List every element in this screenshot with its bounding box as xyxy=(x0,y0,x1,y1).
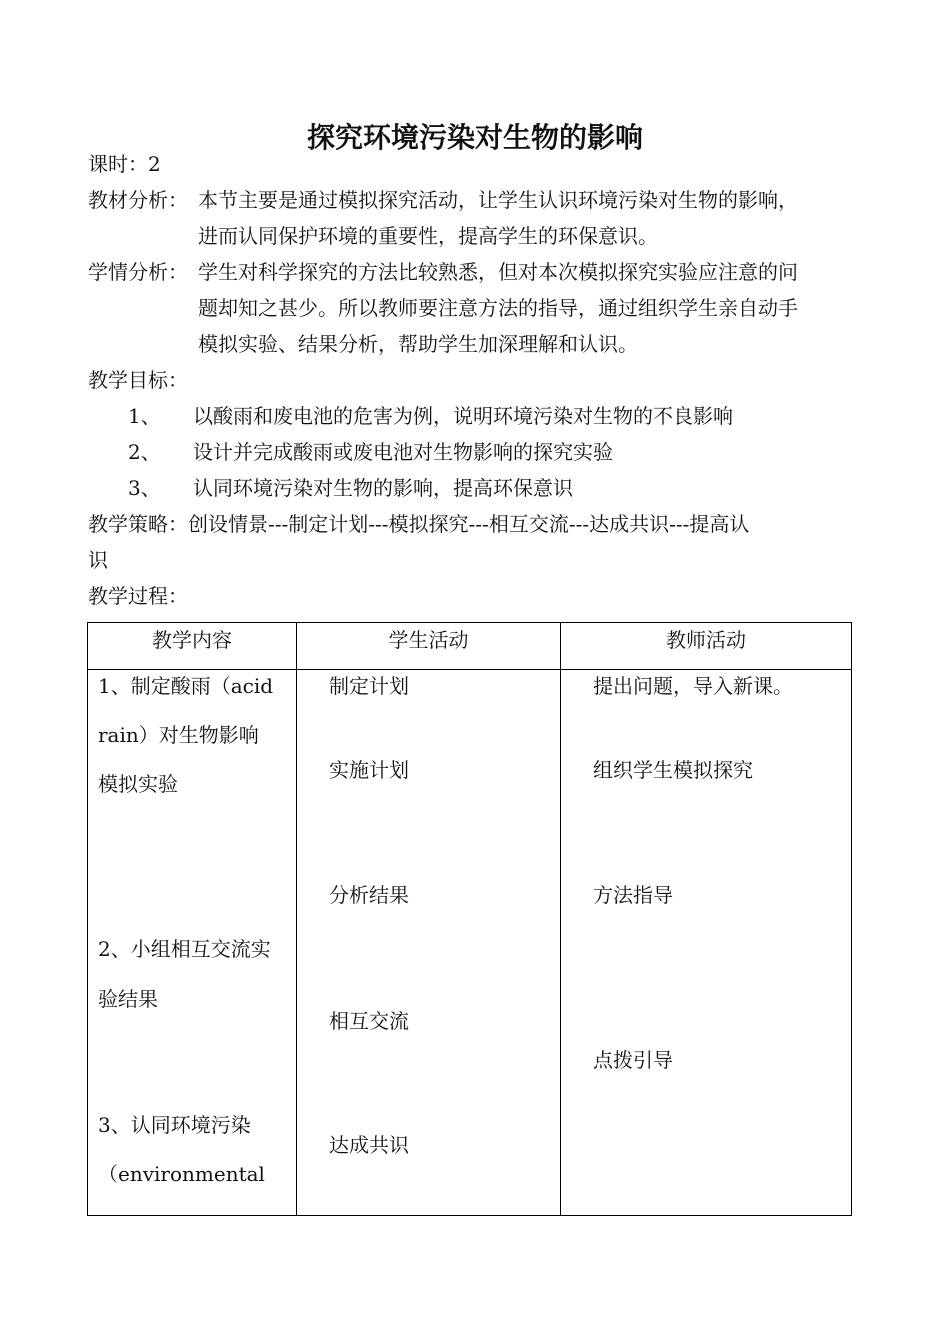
objective-text: 以酸雨和废电池的危害为例，说明环境污染对生物的不良影响 xyxy=(193,404,733,428)
student-activity: 制定计划 xyxy=(329,674,409,698)
process-table xyxy=(87,622,852,1216)
objective-text: 设计并完成酸雨或废电池对生物影响的探究实验 xyxy=(193,440,613,464)
teacher-activity: 组织学生模拟探究 xyxy=(593,758,753,782)
content-cell-line: 3、认同环境污染 xyxy=(98,1113,251,1137)
header-divider xyxy=(88,669,851,670)
content-cell-line: （environmental xyxy=(98,1162,265,1186)
student-activity: 达成共识 xyxy=(329,1133,409,1157)
lesson-hours: 课时：2 xyxy=(88,152,161,176)
teacher-activity: 方法指导 xyxy=(593,883,673,907)
content-cell-line: 模拟实验 xyxy=(98,772,178,796)
page-title: 探究环境污染对生物的影响 xyxy=(306,121,643,154)
table-header-content: 教学内容 xyxy=(152,628,232,652)
student-activity: 实施计划 xyxy=(329,758,409,782)
content-cell-line: 验结果 xyxy=(98,987,158,1011)
table-header-teacher: 教师活动 xyxy=(666,628,746,652)
objective-number: 2、 xyxy=(128,440,161,464)
teacher-activity: 点拨引导 xyxy=(593,1048,673,1072)
strategy-line: 教学策略：创设情景---制定计划---模拟探究---相互交流---达成共识---提高认 xyxy=(88,512,750,536)
student-activity: 相互交流 xyxy=(329,1009,409,1033)
content-cell-line: 1、制定酸雨（acid xyxy=(98,674,274,698)
teacher-activity: 提出问题，导入新课。 xyxy=(593,674,793,698)
material-analysis-line: 进而认同保护环境的重要性，提高学生的环保意识。 xyxy=(198,224,658,248)
objectives-label: 教学目标： xyxy=(88,368,188,392)
material-analysis-label: 教材分析： xyxy=(88,188,188,212)
student-activity: 分析结果 xyxy=(329,883,409,907)
student-analysis-line: 模拟实验、结果分析，帮助学生加深理解和认识。 xyxy=(198,332,638,356)
objective-number: 1、 xyxy=(128,404,161,428)
content-cell-line: rain）对生物影响 xyxy=(98,723,259,747)
process-label: 教学过程： xyxy=(88,584,188,608)
material-analysis-line: 本节主要是通过模拟探究活动，让学生认识环境污染对生物的影响， xyxy=(198,188,798,212)
objective-text: 认同环境污染对生物的影响，提高环保意识 xyxy=(193,476,573,500)
objective-number: 3、 xyxy=(128,476,161,500)
content-cell-line: 2、小组相互交流实 xyxy=(98,937,271,961)
table-header-student: 学生活动 xyxy=(388,628,469,652)
strategy-line-wrap: 识 xyxy=(88,548,108,572)
column-divider xyxy=(296,623,297,1215)
student-analysis-label: 学情分析： xyxy=(88,260,188,284)
column-divider xyxy=(560,623,561,1215)
student-analysis-line: 学生对科学探究的方法比较熟悉，但对本次模拟探究实验应注意的问 xyxy=(198,260,798,284)
student-analysis-line: 题却知之甚少。所以教师要注意方法的指导，通过组织学生亲自动手 xyxy=(198,296,798,320)
